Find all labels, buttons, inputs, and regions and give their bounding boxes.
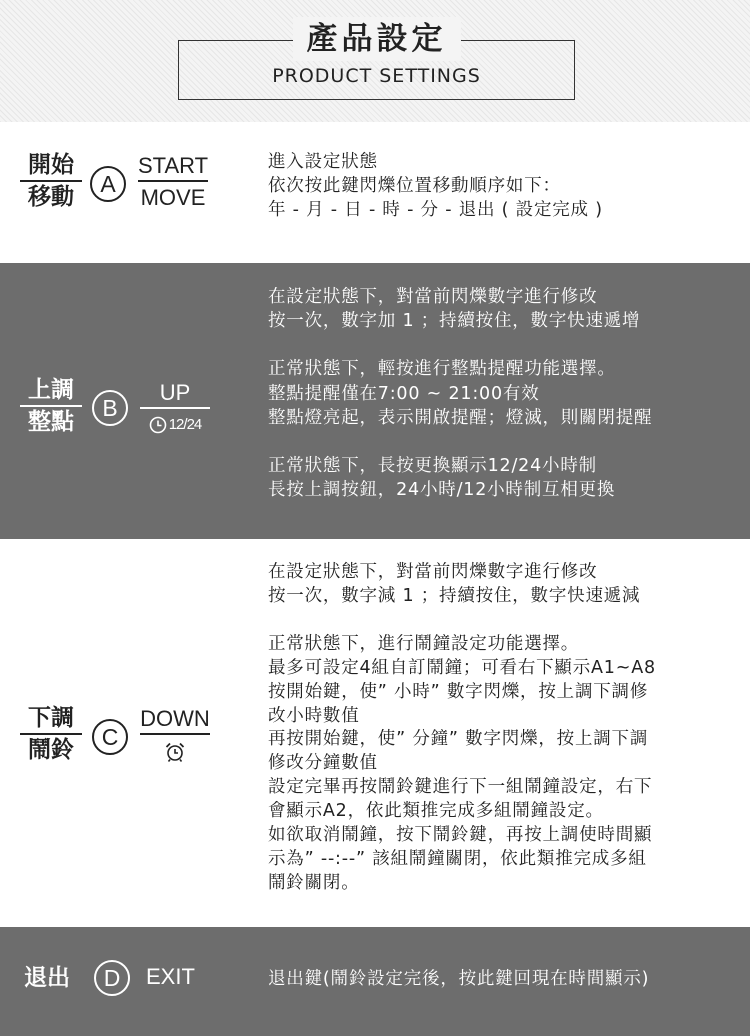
description-down-alarm: [268, 561, 738, 896]
desc-line: 如欲取消鬧鐘，按下鬧鈴鍵，再按上調使時間顯: [268, 825, 653, 846]
label-en-start-move: [138, 152, 208, 212]
desc-line: 示為” --:--” 該組鬧鐘關閉，依此類推完成多組: [268, 848, 647, 869]
label-en-line2: [140, 407, 210, 441]
desc-line: 按一次，數字加 1 ；持續按住，數字快速遞增: [268, 311, 641, 332]
desc-line: 長按上調按鈕，24小時/12小時制互相更換: [268, 480, 616, 501]
section-up-hour: [0, 263, 750, 539]
button-c-icon: C: [92, 719, 128, 755]
label-en-line1: UP: [159, 380, 191, 405]
button-b-icon: B: [92, 390, 128, 426]
desc-line: 會顯示A2，依此類推完成多組鬧鐘設定。: [268, 801, 604, 822]
label-en-line2: [140, 733, 210, 765]
desc-line: 正常狀態下，輕按進行整點提醒功能選擇。: [268, 359, 616, 380]
section-exit: [0, 927, 750, 1036]
label-en-exit: EXIT: [146, 964, 195, 989]
desc-line: 整點燈亮起，表示開啟提醒；燈滅，則關閉提醒: [268, 407, 653, 428]
label-cn-line2: 整點: [20, 405, 82, 437]
section-down-alarm: [0, 539, 750, 927]
title-frame: [178, 21, 575, 100]
label-cn-up-hour: [20, 375, 82, 437]
button-a-icon: A: [90, 166, 126, 202]
desc-line: 在設定狀態下，對當前閃爍數字進行修改: [268, 562, 598, 582]
label-en-line1: DOWN: [140, 706, 210, 731]
desc-line: 年 - 月 - 日 - 時 - 分 - 退出 ( 設定完成 ): [268, 200, 603, 221]
desc-line: 最多可設定4組自訂鬧鐘；可看右下顯示A1~A8: [268, 657, 656, 678]
section-start-move: [0, 122, 750, 263]
desc-line: 修改分鐘數值: [268, 753, 378, 774]
desc-line: 在設定狀態下，對當前閃爍數字進行修改: [268, 287, 598, 307]
description-up-hour: [268, 285, 738, 502]
label-cn-down-alarm: [20, 703, 82, 765]
clock-icon: [149, 416, 167, 434]
label-cn-line1: 開始: [28, 152, 74, 178]
label-en-down: [140, 705, 210, 765]
page-title: 產品設定: [293, 17, 461, 61]
label-cn-line1: 上調: [28, 377, 74, 403]
desc-line: 正常狀態下，長按更換顯示12/24小時制: [268, 456, 597, 477]
desc-line: 進入設定狀態: [268, 152, 378, 172]
desc-line: 按一次，數字減 1 ；持續按住，數字快速遞減: [268, 585, 641, 606]
desc-line: 設定完畢再按鬧鈴鍵進行下一組鬧鐘設定，右下: [268, 777, 653, 798]
header: [0, 0, 750, 122]
desc-line: 正常狀態下，進行鬧鐘設定功能選擇。: [268, 633, 580, 654]
label-12-24: 12/24: [168, 416, 202, 433]
label-cn-line2: 鬧鈴: [20, 733, 82, 765]
desc-line: 整點提醒僅在7:00 ~ 21:00有效: [268, 383, 540, 404]
description-start-move: [268, 150, 738, 223]
desc-line: 改小時數值: [268, 705, 360, 726]
description-exit: [268, 967, 738, 991]
button-d-icon: D: [94, 960, 130, 996]
alarm-clock-icon: [163, 740, 187, 764]
desc-line: 鬧鈴關閉。: [268, 872, 360, 893]
label-cn-exit: 退出: [24, 965, 70, 991]
desc-line: 退出鍵(鬧鈴設定完後，按此鍵回現在時間顯示): [268, 969, 650, 989]
desc-line: 再按開始鍵，使” 分鐘” 數字閃爍，按上調下調: [268, 729, 649, 750]
label-en-up: [140, 379, 210, 441]
label-en-line1: START: [138, 153, 209, 178]
label-en-line2: MOVE: [138, 180, 208, 212]
desc-line: 按開始鍵，使” 小時” 數字閃爍，按上調下調修: [268, 681, 649, 702]
label-cn-line2: 移動: [20, 180, 82, 212]
desc-line: 依次按此鍵閃爍位置移動順序如下：: [268, 176, 561, 197]
label-cn-start-move: [20, 150, 82, 212]
page-subtitle: PRODUCT SETTINGS: [272, 65, 481, 87]
label-cn-line1: 下調: [28, 705, 74, 731]
